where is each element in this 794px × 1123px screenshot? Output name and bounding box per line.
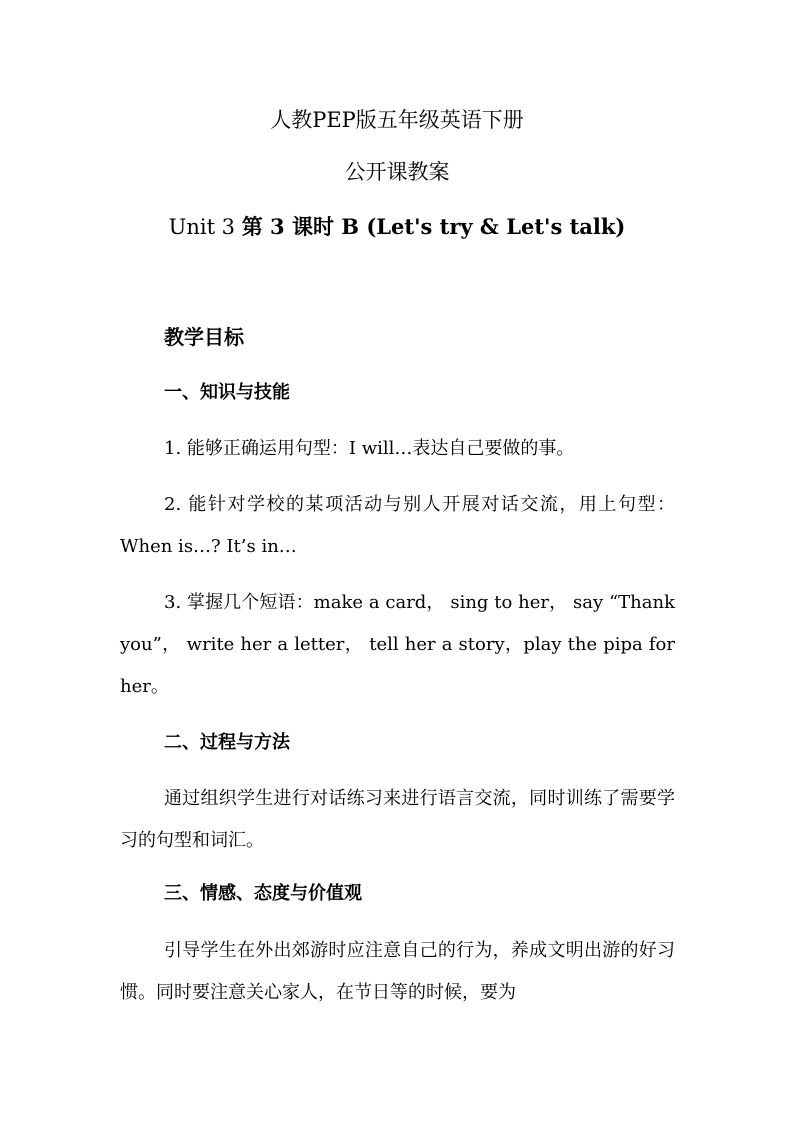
emotion-text: 引导学生在外出郊游时应注意自己的行为，养成文明出游的好习惯。同时要注意关心家人，在节日等的时候，要为 (120, 940, 675, 1003)
document-subtitle: 公开课教案 (344, 160, 450, 184)
process-text: 通过组织学生进行对话练习来进行语言交流，同时训练了需要学习的句型和词汇。 (120, 788, 675, 851)
objective-item-2: 2. 能针对学校的某项活动与别人开展对话交流，用上句型：When is…? It’s in… (120, 494, 675, 557)
objective-item-1: 1. 能够正确运用句型：I will…表达自己要做的事。 (164, 438, 575, 459)
emotion-heading: 三、情感、态度与价值观 (164, 883, 362, 904)
lesson-period: 第 3 课时 B (Let's try & Let's talk) (241, 214, 626, 239)
document-title: 人教PEP版五年级英语下册 (270, 108, 524, 132)
objective-item-3: 3. 掌握几个短语：make a card， sing to her， say “Thank you”， write her a letter， tell her a story，play the pipa for her。 (120, 592, 675, 697)
process-heading: 二、过程与方法 (164, 732, 290, 753)
objectives-heading: 教学目标 (164, 325, 244, 349)
knowledge-heading: 一、知识与技能 (164, 382, 290, 403)
lesson-title (0, 216, 794, 238)
lesson-unit: Unit 3 (168, 215, 242, 239)
